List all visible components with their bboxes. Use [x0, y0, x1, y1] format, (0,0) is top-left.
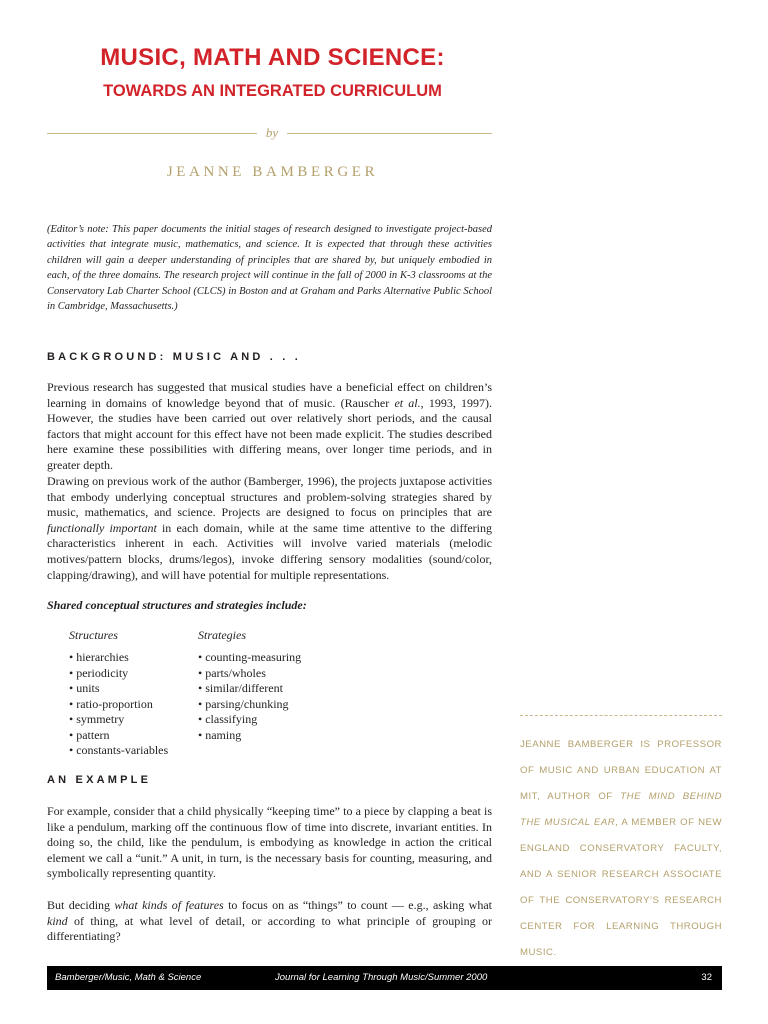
byline-rule-right [287, 133, 492, 134]
list-item: • naming [198, 727, 242, 742]
sidebar-divider [520, 715, 722, 716]
list-item: • symmetry [69, 712, 125, 726]
list-item: • ratio-proportion [69, 696, 153, 711]
background-paragraph-1 [47, 380, 492, 474]
text-run: to focus on as “things” to count — e.g., asking what [223, 898, 492, 912]
strategies-column-label: Strategies [198, 628, 246, 642]
footer-journal-name: Journal for Learning Through Music/Summer 2000 [275, 972, 488, 983]
shared-structures-heading: Shared conceptual structures and strategies include: [47, 598, 307, 612]
article-title: MUSIC, MATH AND SCIENCE: [100, 44, 445, 71]
byline-by: by [265, 125, 279, 140]
list-item: • constants-variables [69, 743, 169, 757]
list-item: • pattern [69, 727, 110, 742]
text-run-italic: THE MIND BEHIND THE MUSICAL EAR [520, 791, 722, 828]
page-footer [47, 966, 722, 990]
byline-rule-left [47, 133, 257, 134]
text-run: Previous research has suggested that musical studies have a beneficial effect on children’s learning in domains of knowledge beyond that of music. (Rauscher [47, 380, 492, 410]
text-run: of thing, at what level of detail, or according to what principle of grouping or differentiating? [47, 913, 492, 944]
section-heading-example: AN EXAMPLE [47, 774, 152, 786]
text-run: , A MEMBER OF NEW ENGLAND CONSERVATORY FACULTY, AND A SENIOR RESEARCH ASSOCIATE OF THE CONSERVATORY’S RESEARCH CENTER FOR LEARNING THROUGH MUSIC. [520, 817, 723, 958]
text-run-italic: et al. [394, 395, 421, 410]
footer-page-number: 32 [701, 972, 712, 983]
text-run: JEANNE BAMBERGER IS PROFESSOR OF MUSIC AND URBAN EDUCATION AT MIT, AUTHOR OF [520, 739, 722, 802]
author-name: JEANNE BAMBERGER [166, 164, 379, 180]
list-item: • counting-measuring [198, 650, 302, 664]
strategies-list [198, 650, 301, 743]
text-run: But deciding [47, 898, 115, 912]
text-run-italic: functionally important [47, 520, 157, 535]
list-item: • classifying [198, 712, 258, 726]
list-item: • units [69, 681, 100, 695]
editor-note: (Editor’s note: This paper documents the initial stages of research designed to investigate project-based activities that integrate music, mathematics, and science. It is expected that through these activities children will gain a deeper understanding of principles that are shared by, but uniquely embodied in each, of the three domains. The research project will continue in the fall of 2000 in K-3 classrooms at the Conservatory Lab Charter School (CLCS) in Boston and at Graham and Parks Alternative Public School in Cambridge, Massachusetts.) [47, 224, 492, 313]
structures-column-label: Structures [69, 628, 118, 642]
list-item: • similar/different [198, 681, 283, 695]
text-run-italic: kind [47, 913, 68, 928]
list-item: • hierarchies [69, 650, 129, 664]
article-subtitle: TOWARDS AN INTEGRATED CURRICULUM [103, 82, 442, 100]
list-item: • parts/wholes [198, 665, 266, 680]
section-heading-background: BACKGROUND: MUSIC AND . . . [47, 351, 302, 363]
text-run: , 1993, 1997). However, the studies have been carried out over relatively short periods, and the causal factors that might account for this effect have not been made explicit. The studies described here examine these possibilities with differing means, over longer time periods, and in greater depth. [47, 395, 493, 472]
structures-list [69, 650, 168, 759]
example-paragraph-1: For example, consider that a child physically “keeping time” to a piece by clapping a beat is like a pendulum, marking off the continuous flow of time into discrete, invariant entities. In doing so, the child, like the pendulum, is embodying as knowledge in action the critical element we call a “unit.” A unit, in turn, is the necessary basis for counting, measuring, and symbolically representing quantity. [47, 804, 492, 881]
text-run: in each domain, while at the same time attentive to the differing characteristics inherent in each. Activities will involve varied materials (melodic motives/pattern blocks, drums/legos), invoke differing sensory modalities (sound/color, clapping/drawing), and will have potential for multiple representations. [47, 520, 492, 582]
example-paragraph-2 [47, 898, 492, 945]
footer-running-title: Bamberger/Music, Math & Science [55, 972, 202, 983]
list-item: • periodicity [69, 665, 129, 680]
author-bio-sidebar [520, 732, 722, 966]
background-paragraph-2 [47, 474, 492, 583]
list-item: • parsing/chunking [198, 696, 289, 711]
text-run-italic: what kinds of features [114, 898, 224, 912]
text-run: Drawing on previous work of the author (Bamberger, 1996), the projects juxtapose activities that embody underlying conceptual structures and problem-solving strategies shared by music, mathematics, and science. Projects are designed to focus on principles that are [47, 474, 492, 520]
